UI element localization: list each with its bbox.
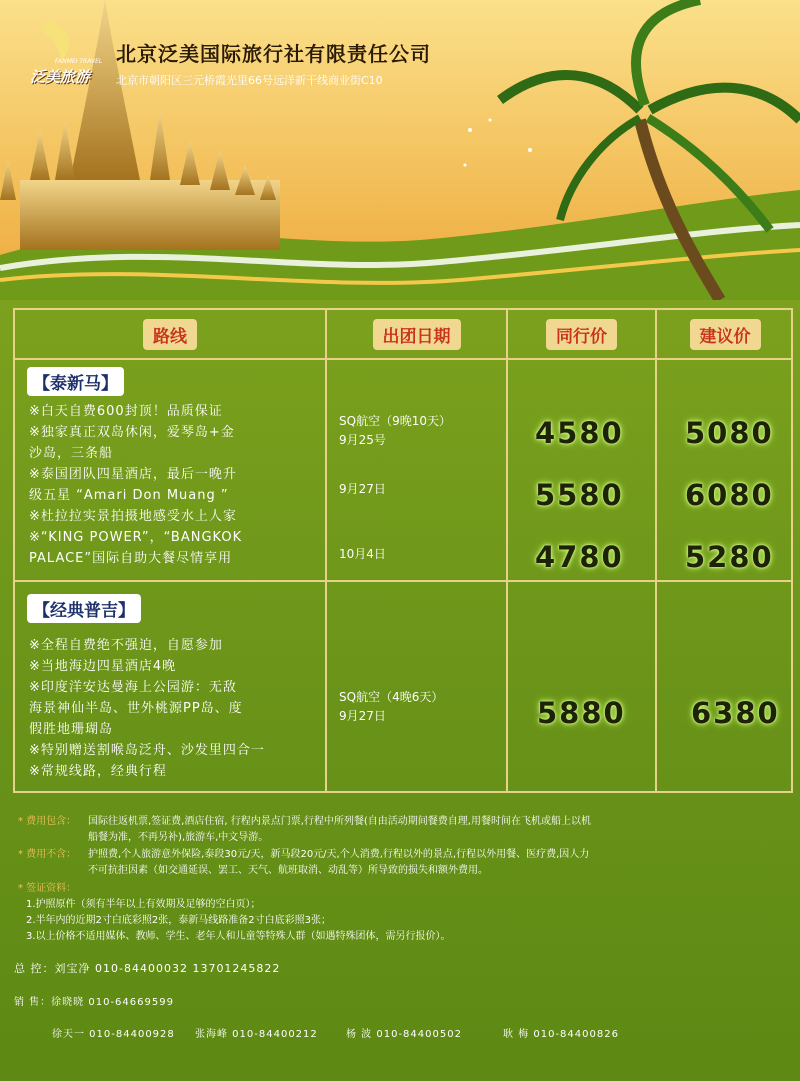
general-contact: 总 控：刘宝净 010-84400032 13701245822 <box>14 962 281 975</box>
header-trade-price: 同行价 <box>508 310 655 358</box>
staff-contact: 杨 波 010-84400502 <box>346 1029 462 1040</box>
visa-item: 2.半年内的近期2寸白底彩照2张，泰新马线路准备2寸白底彩照3张； <box>26 915 331 926</box>
trade-price: 5580 <box>535 478 624 512</box>
company-address: 北京市朝阳区三元桥霞光里66号远洋新干线商业街C10 <box>116 74 383 87</box>
route-feature: ※泰国团队四星酒店，最后一晚升 <box>29 467 237 482</box>
route-feature: 假胜地珊瑚岛 <box>29 722 114 737</box>
trade-price: 5880 <box>537 696 626 730</box>
fee-included-text: 船餐为准，不再另补),旅游车,中文导游。 <box>88 832 269 843</box>
route-feature: 沙岛，三条船 <box>29 446 114 461</box>
departure-date: 9月27日 <box>339 482 386 496</box>
staff-contact: 耿 梅 010-84400826 <box>503 1029 619 1040</box>
departure-date: SQ航空（9晚10天） <box>339 414 451 428</box>
suggested-price: 6380 <box>691 696 780 730</box>
route-title-thai-singapore-malaysia: 【泰新马】 <box>27 367 124 396</box>
logo-subtitle: FANMEI TRAVEL <box>55 58 103 65</box>
route-feature: ※“KING POWER”，“BANGKOK <box>29 530 243 545</box>
column-divider <box>655 310 657 791</box>
suggested-price: 5080 <box>685 416 774 450</box>
route-feature: ※白天自费600封顶！品质保证 <box>29 404 223 419</box>
route-feature: ※当地海边四星酒店4晚 <box>29 659 177 674</box>
fee-included-label: * 费用包含： <box>18 816 77 827</box>
route-feature: 级五星 “Amari Don Muang ” <box>29 488 229 503</box>
visa-item: 3.以上价格不适用媒体、教师、学生、老年人和儿童等特殊人群（如遇特殊团体，需另行报价）。 <box>26 931 451 942</box>
route-feature: ※特别赠送割喉岛泛舟、沙发里四合一 <box>29 743 265 758</box>
fee-included-text: 国际往返机票,签证费,酒店住宿, 行程内景点门票,行程中所列餐(自由活动期间餐费自理,用餐时间在飞机或船上以机 <box>88 816 591 827</box>
consult-contact: 销 售：徐晓晓 010-64669599 <box>14 997 174 1008</box>
staff-contact: 徐天一 010-84400928 <box>52 1029 175 1040</box>
departure-date: 9月25号 <box>339 433 386 447</box>
staff-contact: 张海峰 010-84400212 <box>195 1029 318 1040</box>
route-feature: ※杜拉拉实景拍摄地感受水上人家 <box>29 509 237 524</box>
logo-text: 泛美旅游 <box>30 68 91 86</box>
route-feature: ※印度洋安达曼海上公园游：无敌 <box>29 680 237 695</box>
header-suggested-price: 建议价 <box>657 310 793 358</box>
header-departure-date: 出团日期 <box>327 310 506 358</box>
header-route: 路线 <box>15 310 325 358</box>
route-title-phuket: 【经典普吉】 <box>27 594 141 623</box>
column-divider <box>506 310 508 791</box>
column-divider <box>325 310 327 791</box>
company-name: 北京泛美国际旅行社有限责任公司 <box>116 42 431 66</box>
route-feature: ※独家真正双岛休闲，爱琴岛+金 <box>29 425 235 440</box>
fee-excluded-text: 不可抗拒因素（如交通延误、罢工、天气、航班取消、动乱等）所导致的损失和额外费用。 <box>88 865 488 876</box>
price-table <box>13 308 793 793</box>
departure-date: 10月4日 <box>339 547 386 561</box>
suggested-price: 6080 <box>685 478 774 512</box>
suggested-price: 5280 <box>685 540 774 574</box>
route-feature: 海景神仙半岛、世外桃源PP岛、度 <box>29 701 243 716</box>
route-feature: PALACE”国际自助大餐尽情享用 <box>29 551 233 566</box>
fee-excluded-text: 护照费,个人旅游意外保险,泰段30元/天，新马段20元/天,个人消费,行程以外的景点,行程以外用餐、医疗费,因人力 <box>88 849 590 860</box>
visa-item: 1.护照原件（须有半年以上有效期及足够的空白页）； <box>26 899 261 910</box>
route-feature: ※全程自费绝不强迫，自愿参加 <box>29 638 223 653</box>
trade-price: 4580 <box>535 416 624 450</box>
route-feature: ※常规线路，经典行程 <box>29 764 167 779</box>
visa-label: * 签证资料： <box>18 883 77 894</box>
trade-price: 4780 <box>535 540 624 574</box>
row-divider <box>15 358 791 360</box>
row-divider <box>15 580 791 582</box>
departure-date: SQ航空（4晚6天） <box>339 690 444 704</box>
departure-date: 9月27日 <box>339 709 386 723</box>
fee-excluded-label: * 费用不含： <box>18 849 77 860</box>
